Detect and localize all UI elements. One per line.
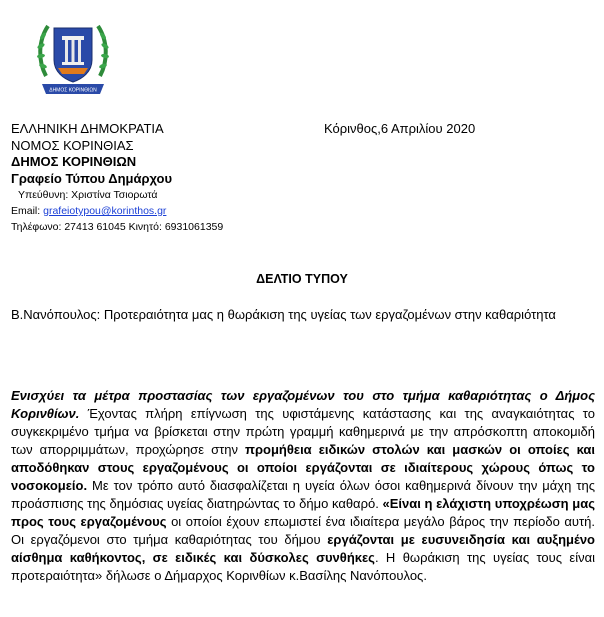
body-bold-1: προμήθεια ειδικών στολών και μασκών οι οποίες και αποδόθηκαν στους εργαζομένους οι οποίοι εργάζονται σε ιδιαίτερους χώρους όπως το νοσοκομείο. [11,442,596,493]
email-link[interactable]: grafeiotypou@korinthos.gr [43,205,167,217]
body-paragraph [11,387,595,585]
body-bold-2: εργάζονται με ευσυνειδησία και αυξημένο αίσθημα καθήκοντος, σε ειδικές και δύσκολες συνθήκες [11,532,595,565]
header-email-line [11,204,166,219]
email-label: Email: [11,205,41,217]
body-quote: «Είναι η ελάχιστη υποχρέωση μας προς τους εργαζομένους [11,496,595,529]
header-responsible: Υπεύθυνη: Χριστίνα Τσιορωτά [18,189,158,201]
logo-caption: ΔΗΜΟΣ ΚΟΡΙΝΘΙΩΝ [49,87,97,94]
header-country: ΕΛΛΗΝΙΚΗ ΔΗΜΟΚΡΑΤΙΑ [11,121,164,136]
header-press-office: Γραφείο Τύπου Δημάρχου [11,171,173,186]
body-text-3: οι οποίοι έχουν επωμιστεί ένα ιδιαίτερα μεγάλο βάρος την περίοδο αυτή. Οι εργαζόμενοι στο τμήμα καθαριότητας του δήμου [11,514,595,547]
body-text-4: . Η θωράκιση της υγείας τους είναι προτεραιότητα» δήλωσε ο Δήμαρχος Κορινθίων κ.Βασίλης Νανόπουλος. [11,550,595,583]
press-release-title: ΔΕΛΤΙΟ ΤΥΠΟΥ [256,272,348,286]
dateline: Κόρινθος,6 Απριλίου 2020 [324,121,476,136]
header-prefecture: ΝΟΜΟΣ ΚΟΡΙΝΘΙΑΣ [11,138,134,153]
header-municipality: ΔΗΜΟΣ ΚΟΡΙΝΘΙΩΝ [11,154,137,169]
body-text-2: Με τον τρόπο αυτό διασφαλίζεται η υγεία όλων όσοι καθημερινά δίνουν την μάχη της προάσπισης της δημόσιας υγείας διατηρώντας το δήμο καθαρό. [11,478,595,511]
header-phones: Τηλέφωνο: 27413 61045 Κινητό: 6931061359 [11,221,224,233]
subject-line: Β.Νανόπουλος: Προτεραιότητα μας η θωράκιση της υγείας των εργαζομένων στην καθαριότητα [11,307,556,322]
corinth-municipality-logo-icon [36,16,110,102]
body-lead: Ενισχύει τα μέτρα προστασίας των εργαζομένων του στο τμήμα καθαριότητας ο Δήμος Κορινθίων. [11,388,595,421]
body-text-1: Έχοντας πλήρη επίγνωση της υφιστάμενης κατάστασης και της αναγκαιότητας το συγκεκριμένο τμήμα να βρίσκεται στην πρώτη γραμμή καθημερινά με την απρόσκοπτη αποκομιδή των απορριμμάτων, προχώρησε στην [11,406,595,457]
